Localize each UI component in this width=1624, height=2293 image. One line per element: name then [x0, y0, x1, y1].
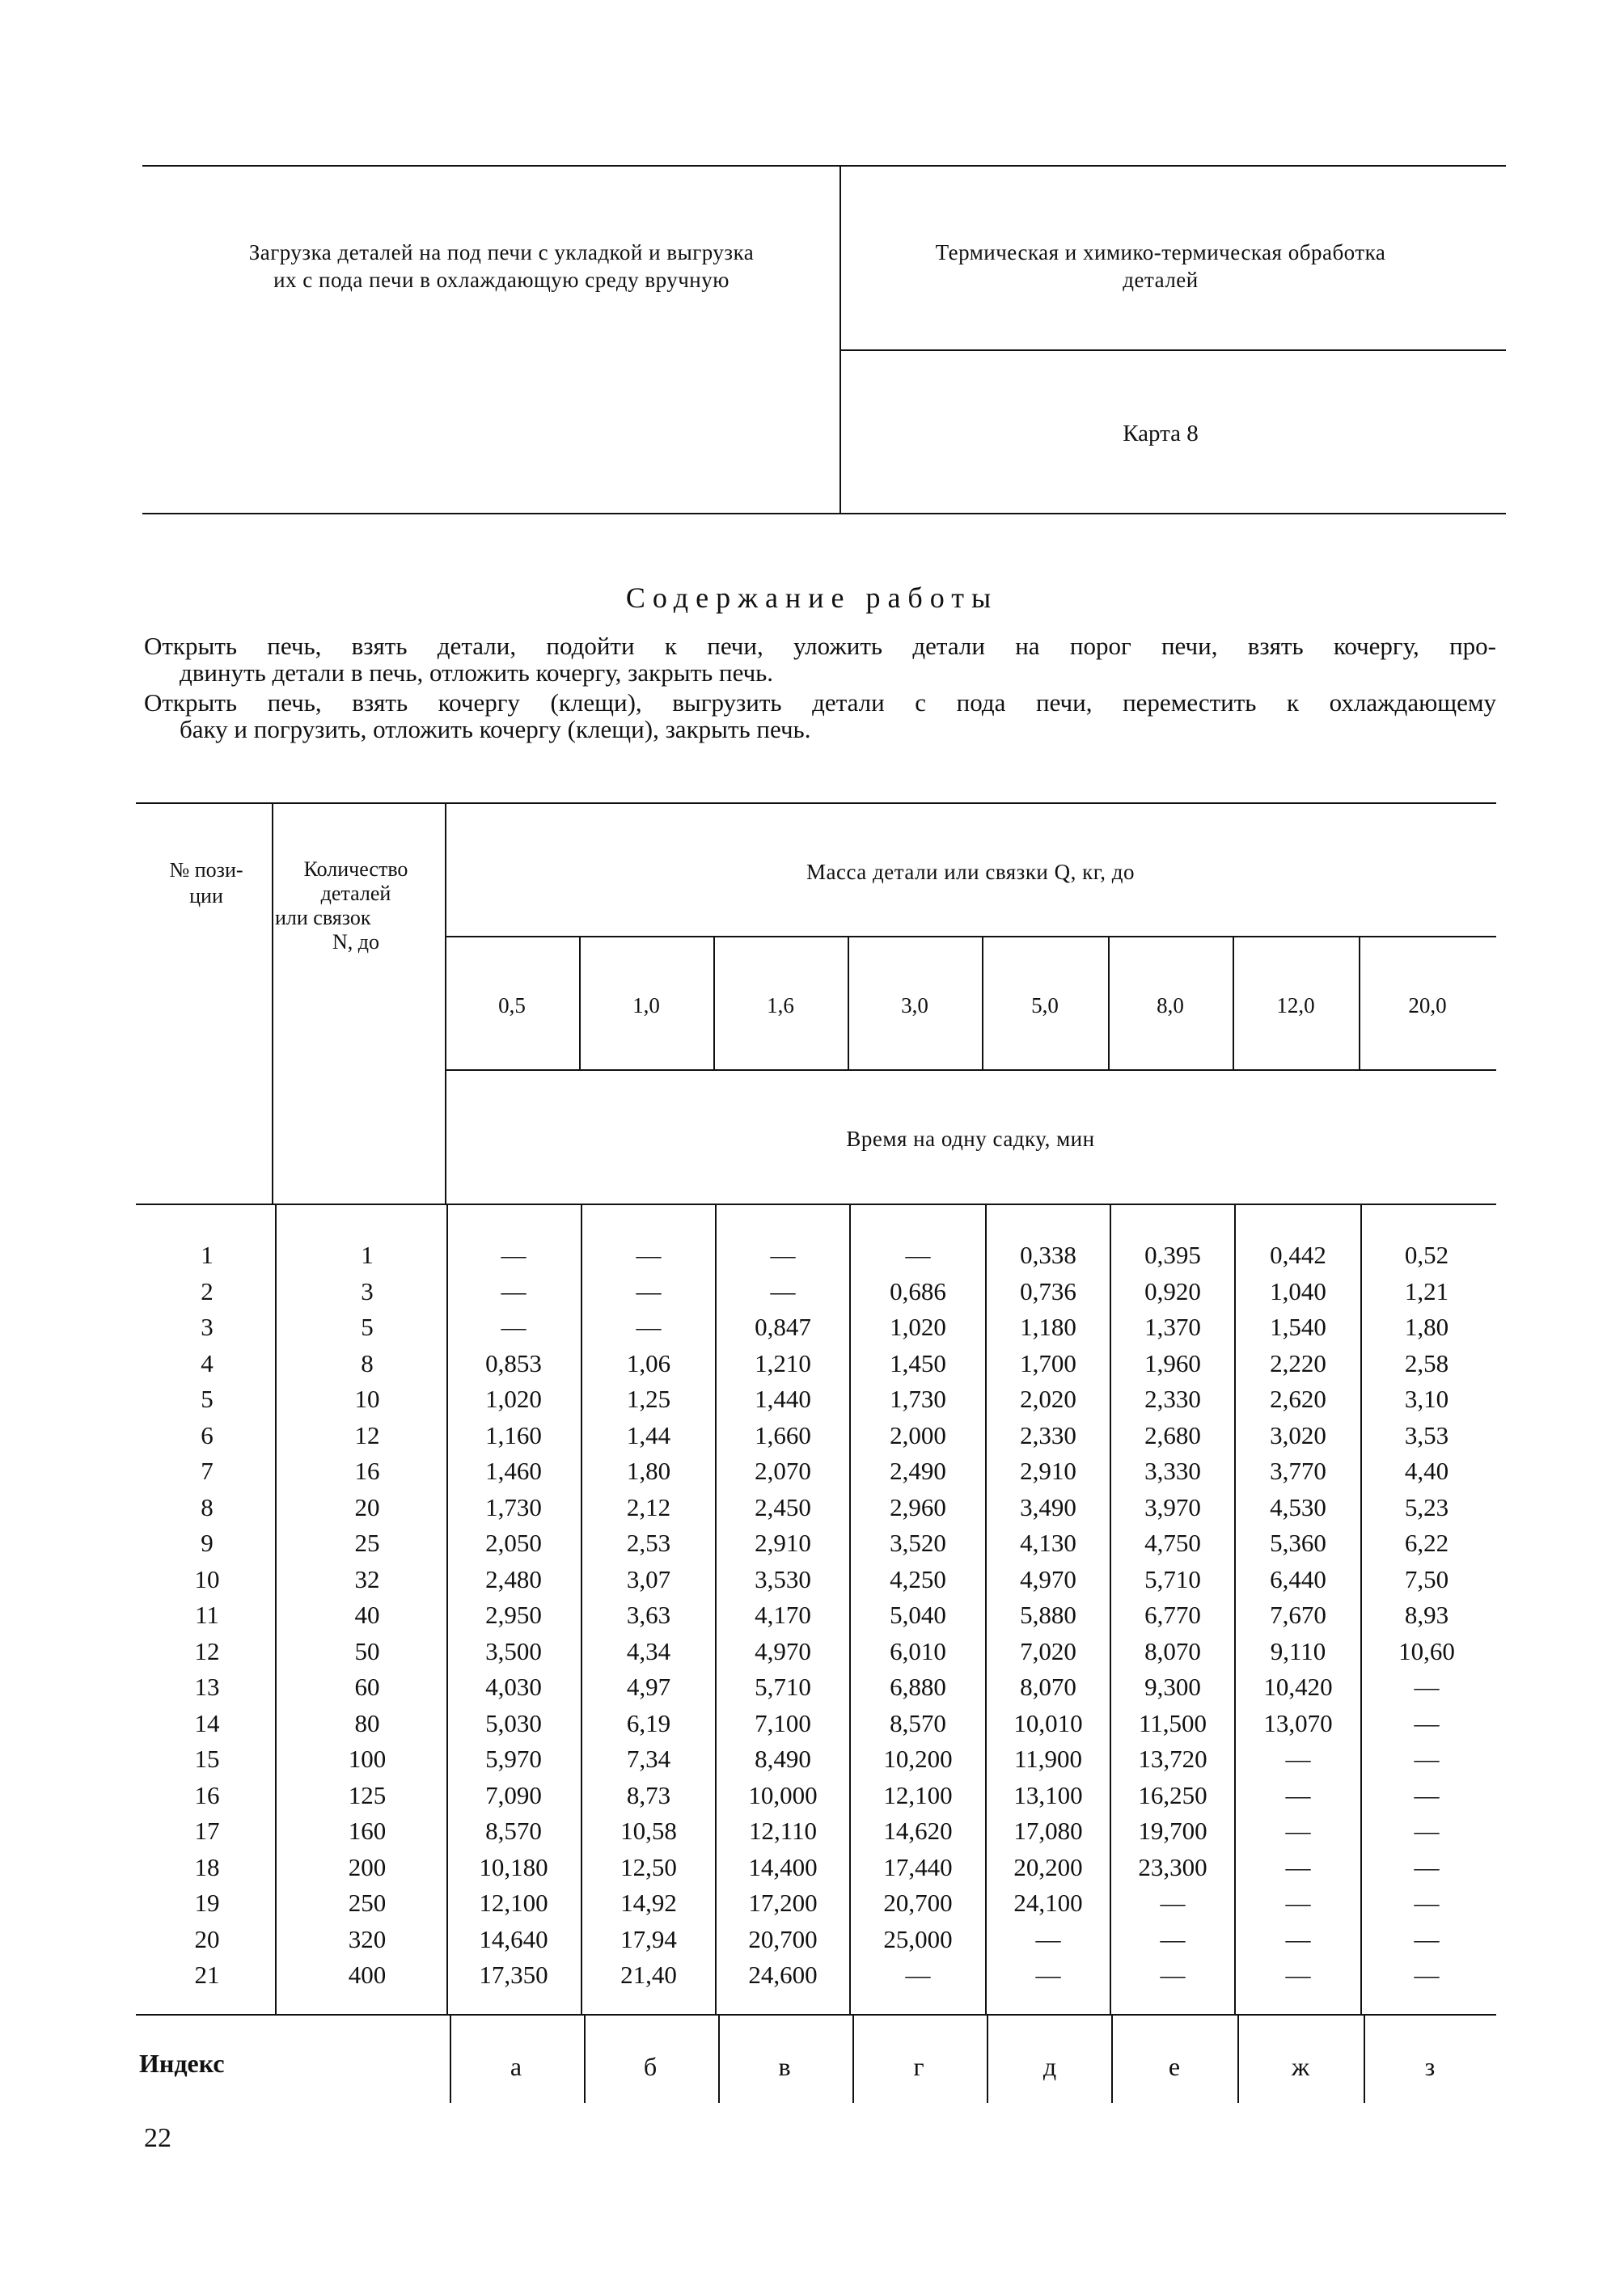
- header-top-rule: [142, 165, 1506, 167]
- time-cell: —: [1414, 1673, 1440, 1701]
- time-column-z: [1370, 1237, 1483, 1994]
- time-cell: 2,050: [485, 1529, 542, 1557]
- position-cell: 21: [194, 1961, 220, 1989]
- time-cell: —: [636, 1313, 662, 1341]
- time-cell: 1,730: [485, 1492, 542, 1521]
- time-column-g: [861, 1237, 975, 1994]
- index-value: д: [1042, 2052, 1057, 2081]
- time-cell: 2,960: [890, 1492, 946, 1521]
- quantity-cell: 400: [348, 1961, 387, 1989]
- time-cell: 11,900: [1013, 1745, 1083, 1773]
- quantity-cell: 16: [354, 1457, 380, 1485]
- mass-value: 5,0: [1031, 993, 1059, 1017]
- quantity-cell: 32: [354, 1564, 380, 1593]
- time-cell: 1,700: [1020, 1348, 1076, 1377]
- time-cell: 2,490: [890, 1457, 946, 1485]
- quantity-cell: 3: [361, 1276, 374, 1305]
- time-cell: —: [1414, 1889, 1440, 1917]
- quantity-cell: 20: [354, 1492, 380, 1521]
- quantity-cell: 250: [348, 1889, 387, 1917]
- time-cell: 10,180: [479, 1852, 548, 1881]
- position-cell: 8: [201, 1492, 214, 1521]
- time-cell: 4,970: [1020, 1564, 1076, 1593]
- section-title: Содержание работы: [625, 582, 999, 614]
- time-cell: 1,80: [626, 1457, 671, 1485]
- work-paragraph-2-line-1: Открыть печь, взять кочергу (клещи), выгрузить детали с пода печи, переместить к охлаждающему: [144, 688, 1496, 717]
- position-cell: 2: [201, 1276, 214, 1305]
- time-cell: 2,680: [1144, 1420, 1201, 1449]
- time-cell: 4,40: [1404, 1457, 1449, 1485]
- work-paragraph-1-line-1: Открыть печь, взять детали, подойти к печи, уложить детали на порог печи, взять кочергу, про-: [144, 632, 1496, 660]
- position-cell: 9: [201, 1529, 214, 1557]
- time-cell: 9,110: [1270, 1636, 1326, 1665]
- time-cell: 3,53: [1404, 1420, 1449, 1449]
- mass-value: 20,0: [1408, 993, 1447, 1017]
- time-cell: —: [1414, 1817, 1440, 1845]
- position-cell: 15: [194, 1745, 220, 1773]
- time-cell: —: [501, 1313, 527, 1341]
- index-value: а: [510, 2052, 522, 2081]
- position-cell: 3: [201, 1313, 214, 1341]
- position-cell: 20: [194, 1924, 220, 1953]
- time-cell: 0,395: [1144, 1241, 1201, 1269]
- index-value: г: [913, 2052, 924, 2081]
- time-cell: 3,10: [1404, 1385, 1449, 1413]
- time-cell: 8,73: [626, 1780, 671, 1809]
- time-cell: 2,53: [626, 1529, 671, 1557]
- time-cell: 13,100: [1013, 1780, 1083, 1809]
- time-cell: —: [1160, 1961, 1186, 1989]
- position-cell: 1: [201, 1241, 214, 1269]
- time-cell: —: [1285, 1780, 1311, 1809]
- time-cell: 3,970: [1144, 1492, 1201, 1521]
- time-cell: 1,460: [485, 1457, 542, 1485]
- time-cell: —: [1285, 1745, 1311, 1773]
- time-cell: 24,600: [748, 1961, 818, 1989]
- time-cell: —: [1285, 1961, 1311, 1989]
- quantity-cell: 50: [354, 1636, 380, 1665]
- header-bottom-rule: [142, 513, 1506, 514]
- time-cell: 2,620: [1270, 1385, 1326, 1413]
- time-cell: 4,130: [1020, 1529, 1076, 1557]
- time-cell: 1,660: [755, 1420, 811, 1449]
- position-cell: 10: [194, 1564, 220, 1593]
- index-value: е: [1168, 2052, 1181, 2081]
- time-cell: 10,000: [748, 1780, 818, 1809]
- position-cell: 6: [201, 1420, 214, 1449]
- time-cell: 7,100: [755, 1708, 811, 1737]
- time-cell: 1,960: [1144, 1348, 1201, 1377]
- mass-value: 8,0: [1157, 993, 1184, 1017]
- index-value: в: [778, 2052, 791, 2081]
- time-cell: 6,19: [626, 1708, 671, 1737]
- time-cell: 14,640: [479, 1924, 548, 1953]
- time-cell: 10,010: [1013, 1708, 1083, 1737]
- time-cell: —: [905, 1961, 931, 1989]
- time-cell: 6,22: [1404, 1529, 1449, 1557]
- time-cell: 12,110: [748, 1817, 818, 1845]
- time-cell: 10,420: [1263, 1673, 1333, 1701]
- position-cell: 14: [194, 1708, 220, 1737]
- quantity-cell: 80: [354, 1708, 380, 1737]
- time-cell: 5,360: [1270, 1529, 1326, 1557]
- col-header-position: № пози- ции: [169, 858, 243, 907]
- time-cell: 8,070: [1144, 1636, 1201, 1665]
- time-cell: 1,020: [485, 1385, 542, 1413]
- time-cell: 2,450: [755, 1492, 811, 1521]
- time-cell: —: [1285, 1889, 1311, 1917]
- time-cell: 10,58: [620, 1817, 677, 1845]
- header-divider: [839, 165, 841, 514]
- time-cell: —: [1035, 1961, 1061, 1989]
- quantity-cell: 12: [354, 1420, 380, 1449]
- col-header-quantity: Количество деталей или связок N, до: [275, 857, 408, 954]
- time-cell: 1,020: [890, 1313, 946, 1341]
- position-cell: 19: [194, 1889, 220, 1917]
- work-paragraph-1-line-2: двинуть детали в печь, отложить кочергу, закрыть печь.: [180, 658, 774, 687]
- time-cell: 24,100: [1013, 1889, 1083, 1917]
- time-cell: —: [501, 1241, 527, 1269]
- time-cell: 13,720: [1138, 1745, 1207, 1773]
- time-cell: 1,160: [485, 1420, 542, 1449]
- mass-value: 0,5: [498, 993, 526, 1017]
- time-cell: 21,40: [620, 1961, 677, 1989]
- time-cell: 3,330: [1144, 1457, 1201, 1485]
- time-cell: 0,853: [485, 1348, 542, 1377]
- time-cell: —: [1035, 1924, 1061, 1953]
- time-cell: 5,23: [1404, 1492, 1449, 1521]
- position-cell: 16: [194, 1780, 220, 1809]
- time-cell: 1,040: [1270, 1276, 1326, 1305]
- time-cell: 3,520: [890, 1529, 946, 1557]
- quantity-cell: 8: [361, 1348, 374, 1377]
- time-cell: —: [1160, 1924, 1186, 1953]
- index-value: з: [1424, 2052, 1436, 2081]
- time-cell: 0,686: [890, 1276, 946, 1305]
- quantity-cell: 320: [348, 1924, 387, 1953]
- time-cell: —: [1285, 1817, 1311, 1845]
- time-cell: 1,44: [626, 1420, 671, 1449]
- time-cell: 11,500: [1138, 1708, 1207, 1737]
- time-cell: —: [1414, 1780, 1440, 1809]
- quantity-cell: 10: [354, 1385, 380, 1413]
- time-cell: 0,442: [1270, 1241, 1326, 1269]
- quantity-cell: 100: [348, 1745, 387, 1773]
- time-cell: 1,370: [1144, 1313, 1201, 1341]
- time-cell: 0,52: [1404, 1241, 1449, 1269]
- position-cell: 7: [201, 1457, 214, 1485]
- time-cell: 0,920: [1144, 1276, 1201, 1305]
- time-cell: 20,200: [1013, 1852, 1083, 1881]
- time-cell: 13,070: [1263, 1708, 1333, 1737]
- time-cell: 4,530: [1270, 1492, 1326, 1521]
- index-value: ж: [1291, 2052, 1310, 2081]
- position-cell: 12: [194, 1636, 220, 1665]
- quantities-column: [335, 1237, 400, 1994]
- time-cell: —: [770, 1241, 796, 1269]
- time-cell: 2,950: [485, 1601, 542, 1629]
- time-column-a: [457, 1237, 570, 1994]
- time-cell: 1,440: [755, 1385, 811, 1413]
- mass-value: 1,6: [767, 993, 794, 1017]
- time-cell: 17,440: [883, 1852, 953, 1881]
- time-cell: 14,400: [748, 1852, 818, 1881]
- time-cell: —: [1160, 1889, 1186, 1917]
- time-cell: 5,030: [485, 1708, 542, 1737]
- time-cell: 5,710: [1144, 1564, 1201, 1593]
- time-cell: 1,540: [1270, 1313, 1326, 1341]
- time-cell: 0,338: [1020, 1241, 1076, 1269]
- header-right-rule: [839, 349, 1506, 351]
- index-label: Индекс: [139, 2049, 225, 2078]
- time-cell: 4,750: [1144, 1529, 1201, 1557]
- position-cell: 11: [195, 1601, 219, 1629]
- mass-value: 3,0: [901, 993, 928, 1017]
- time-cell: 2,330: [1144, 1385, 1201, 1413]
- time-cell: 1,06: [626, 1348, 671, 1377]
- time-cell: 9,300: [1144, 1673, 1201, 1701]
- quantity-cell: 25: [354, 1529, 380, 1557]
- time-cell: 1,21: [1404, 1276, 1449, 1305]
- time-cell: 12,100: [479, 1889, 548, 1917]
- card-number: Карта 8: [1123, 421, 1199, 446]
- work-paragraph-2-line-2: баку и погрузить, отложить кочергу (клещи), закрыть печь.: [180, 715, 811, 743]
- time-cell: 17,200: [748, 1889, 818, 1917]
- time-cell: 3,63: [626, 1601, 671, 1629]
- quantity-cell: 160: [348, 1817, 387, 1845]
- time-cell: 7,50: [1404, 1564, 1449, 1593]
- time-cell: 5,710: [755, 1673, 811, 1701]
- time-cell: 8,570: [890, 1708, 946, 1737]
- time-column-e: [1116, 1237, 1229, 1994]
- position-cell: 17: [194, 1817, 220, 1845]
- time-cell: 3,530: [755, 1564, 811, 1593]
- position-cell: 18: [194, 1852, 220, 1881]
- time-cell: 3,490: [1020, 1492, 1076, 1521]
- time-cell: 4,97: [626, 1673, 671, 1701]
- mass-header: Масса детали или связки Q, кг, до: [806, 860, 1136, 884]
- time-cell: —: [1285, 1924, 1311, 1953]
- time-cell: —: [1414, 1924, 1440, 1953]
- time-cell: 1,730: [890, 1385, 946, 1413]
- quantity-cell: 60: [354, 1673, 380, 1701]
- time-cell: 7,020: [1020, 1636, 1076, 1665]
- time-cell: 2,220: [1270, 1348, 1326, 1377]
- time-cell: 8,93: [1404, 1601, 1449, 1629]
- time-cell: 1,210: [755, 1348, 811, 1377]
- time-cell: 7,34: [626, 1745, 671, 1773]
- time-cell: 20,700: [748, 1924, 818, 1953]
- time-cell: 2,12: [626, 1492, 671, 1521]
- time-cell: —: [636, 1276, 662, 1305]
- mass-value: 12,0: [1276, 993, 1315, 1017]
- time-cell: 8,570: [485, 1817, 542, 1845]
- time-cell: 2,58: [1404, 1348, 1449, 1377]
- time-cell: 10,60: [1398, 1636, 1455, 1665]
- time-cell: 17,94: [620, 1924, 677, 1953]
- time-column-v: [726, 1237, 839, 1994]
- time-cell: —: [1285, 1852, 1311, 1881]
- time-cell: 16,250: [1138, 1780, 1207, 1809]
- time-column-b: [592, 1237, 705, 1994]
- time-cell: —: [636, 1241, 662, 1269]
- time-cell: 8,490: [755, 1745, 811, 1773]
- position-cell: 5: [201, 1385, 214, 1413]
- time-cell: 23,300: [1138, 1852, 1207, 1881]
- time-cell: 4,34: [626, 1636, 671, 1665]
- process-title: Термическая и химико-термическая обработка деталей: [935, 240, 1386, 292]
- time-cell: 4,170: [755, 1601, 811, 1629]
- operation-title: Загрузка деталей на под печи с укладкой и выгрузка их с пода печи в охлаждающую среду вручную: [248, 240, 755, 292]
- time-cell: 17,080: [1013, 1817, 1083, 1845]
- time-cell: —: [905, 1241, 931, 1269]
- time-cell: 14,620: [883, 1817, 953, 1845]
- time-cell: 7,090: [485, 1780, 542, 1809]
- time-cell: 4,250: [890, 1564, 946, 1593]
- time-cell: 8,070: [1020, 1673, 1076, 1701]
- position-cell: 4: [201, 1348, 214, 1377]
- quantity-cell: 5: [361, 1313, 374, 1341]
- time-cell: 5,970: [485, 1745, 542, 1773]
- time-cell: —: [1414, 1745, 1440, 1773]
- time-cell: 3,07: [626, 1564, 671, 1593]
- time-cell: 2,480: [485, 1564, 542, 1593]
- time-cell: —: [770, 1276, 796, 1305]
- time-cell: 2,910: [1020, 1457, 1076, 1485]
- time-cell: 17,350: [479, 1961, 548, 1989]
- quantity-cell: 200: [348, 1852, 387, 1881]
- time-cell: 3,770: [1270, 1457, 1326, 1485]
- time-header: Время на одну садку, мин: [846, 1127, 1095, 1151]
- time-cell: —: [1414, 1708, 1440, 1737]
- time-cell: 1,80: [1404, 1313, 1449, 1341]
- time-cell: —: [1414, 1961, 1440, 1989]
- time-cell: —: [501, 1276, 527, 1305]
- quantity-cell: 1: [361, 1241, 374, 1269]
- time-cell: 1,25: [626, 1385, 671, 1413]
- time-cell: 6,770: [1144, 1601, 1201, 1629]
- time-cell: 4,030: [485, 1673, 542, 1701]
- time-cell: 5,040: [890, 1601, 946, 1629]
- time-cell: 19,700: [1138, 1817, 1207, 1845]
- time-cell: 2,330: [1020, 1420, 1076, 1449]
- time-cell: 20,700: [883, 1889, 953, 1917]
- time-cell: 6,440: [1270, 1564, 1326, 1593]
- time-cell: 4,970: [755, 1636, 811, 1665]
- time-cell: 12,100: [883, 1780, 953, 1809]
- time-column-zh: [1241, 1237, 1355, 1994]
- time-cell: 2,070: [755, 1457, 811, 1485]
- time-cell: —: [1414, 1852, 1440, 1881]
- page-number: 22: [144, 2123, 171, 2153]
- index-value: б: [643, 2052, 658, 2081]
- positions-column: [175, 1237, 239, 1994]
- time-cell: 3,020: [1270, 1420, 1326, 1449]
- mass-value: 1,0: [632, 993, 660, 1017]
- quantity-cell: 40: [354, 1601, 380, 1629]
- time-cell: 10,200: [883, 1745, 953, 1773]
- time-cell: 25,000: [883, 1924, 953, 1953]
- time-cell: 6,010: [890, 1636, 946, 1665]
- time-cell: 1,180: [1020, 1313, 1076, 1341]
- time-cell: 0,847: [755, 1313, 811, 1341]
- time-cell: 2,910: [755, 1529, 811, 1557]
- time-cell: 12,50: [620, 1852, 677, 1881]
- time-cell: 5,880: [1020, 1601, 1076, 1629]
- position-cell: 13: [194, 1673, 220, 1701]
- time-cell: 1,450: [890, 1348, 946, 1377]
- time-cell: 0,736: [1020, 1276, 1076, 1305]
- time-cell: 7,670: [1270, 1601, 1326, 1629]
- time-cell: 3,500: [485, 1636, 542, 1665]
- time-cell: 2,000: [890, 1420, 946, 1449]
- time-cell: 2,020: [1020, 1385, 1076, 1413]
- time-column-d: [992, 1237, 1105, 1994]
- time-cell: 14,92: [620, 1889, 677, 1917]
- time-cell: 6,880: [890, 1673, 946, 1701]
- quantity-cell: 125: [348, 1780, 387, 1809]
